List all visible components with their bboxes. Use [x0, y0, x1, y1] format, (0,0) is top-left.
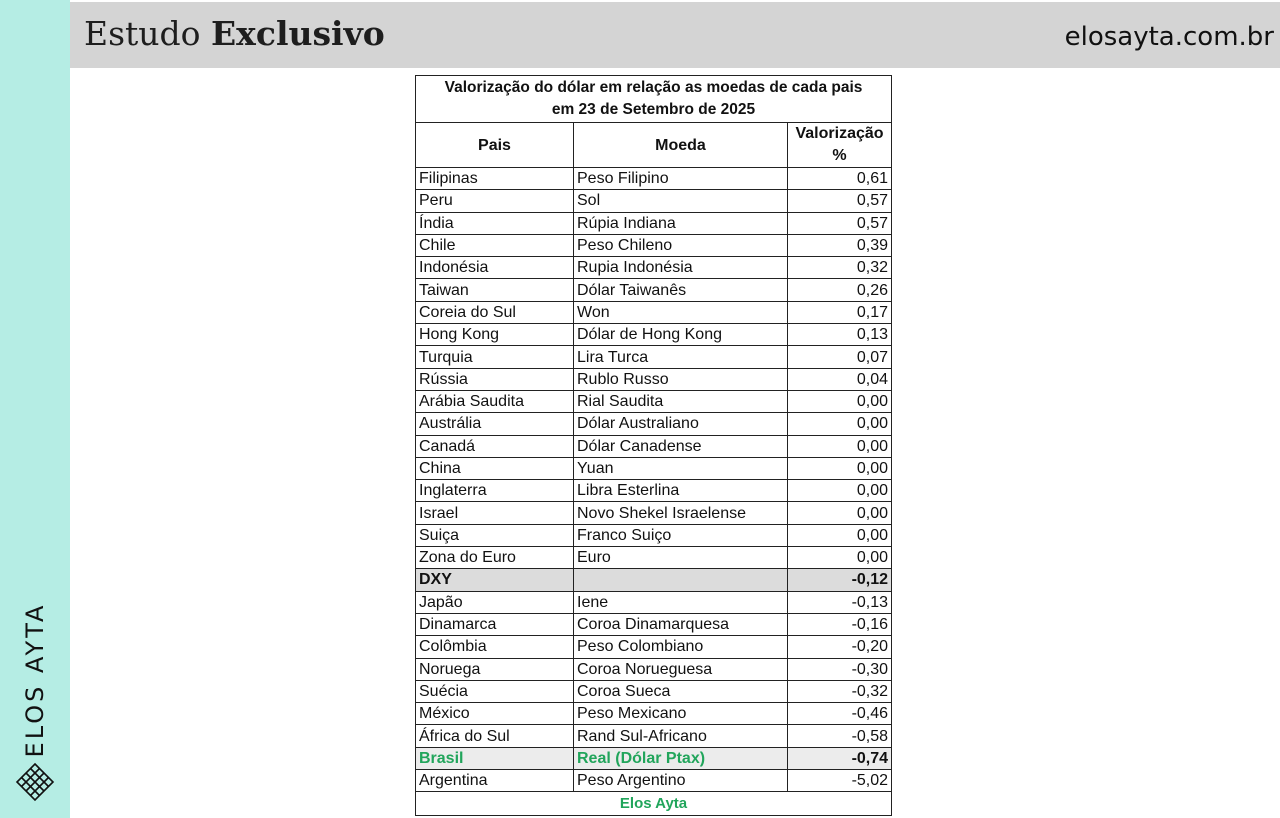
- value-cell: 0,07: [788, 346, 892, 368]
- value-cell: 0,00: [788, 457, 892, 479]
- currency-cell: Dólar Canadense: [574, 435, 788, 457]
- country-cell: Argentina: [416, 770, 574, 792]
- table-row: [416, 346, 892, 368]
- column-header-value-line2: %: [832, 147, 847, 164]
- table-row: [416, 636, 892, 658]
- currency-cell: Peso Colombiano: [574, 636, 788, 658]
- table-row: [416, 413, 892, 435]
- country-cell: Dinamarca: [416, 613, 574, 635]
- currency-cell: Peso Chileno: [574, 234, 788, 256]
- table-row: [416, 725, 892, 747]
- table-row: [416, 257, 892, 279]
- country-cell: Noruega: [416, 658, 574, 680]
- country-cell: Canadá: [416, 435, 574, 457]
- country-cell: China: [416, 457, 574, 479]
- value-cell: -0,32: [788, 680, 892, 702]
- currency-cell: [574, 569, 788, 591]
- value-cell: 0,61: [788, 168, 892, 190]
- currency-cell: Sol: [574, 190, 788, 212]
- value-cell: 0,00: [788, 524, 892, 546]
- currency-cell: Coroa Sueca: [574, 680, 788, 702]
- column-header-country: Pais: [416, 123, 574, 168]
- currency-cell: Franco Suiço: [574, 524, 788, 546]
- value-cell: -0,12: [788, 569, 892, 591]
- country-cell: Taiwan: [416, 279, 574, 301]
- country-cell: Brasil: [416, 747, 574, 769]
- title-regular: Estudo: [84, 14, 212, 53]
- country-cell: Suécia: [416, 680, 574, 702]
- table-title-line2: em 23 de Setembro de 2025: [551, 101, 756, 118]
- page-title: [84, 14, 385, 53]
- currency-cell: Novo Shekel Israelense: [574, 502, 788, 524]
- currency-cell: Dólar Australiano: [574, 413, 788, 435]
- value-cell: 0,00: [788, 480, 892, 502]
- title-bold: Exclusivo: [211, 14, 385, 53]
- table-row: [416, 234, 892, 256]
- country-cell: DXY: [416, 569, 574, 591]
- currency-cell: Dólar Taiwanês: [574, 279, 788, 301]
- sidebar: [0, 0, 70, 818]
- country-cell: Inglaterra: [416, 480, 574, 502]
- table-row: [416, 324, 892, 346]
- country-cell: Chile: [416, 234, 574, 256]
- value-cell: 0,13: [788, 324, 892, 346]
- brand-name: ELOS AYTA: [21, 602, 49, 758]
- table-row: [416, 613, 892, 635]
- table-row: [416, 212, 892, 234]
- value-cell: 0,00: [788, 547, 892, 569]
- table-row: [416, 591, 892, 613]
- currency-cell: Libra Esterlina: [574, 480, 788, 502]
- country-cell: Coreia do Sul: [416, 301, 574, 323]
- country-cell: Indonésia: [416, 257, 574, 279]
- currency-cell: Rúpia Indiana: [574, 212, 788, 234]
- country-cell: Índia: [416, 212, 574, 234]
- header-bar: [70, 0, 1280, 68]
- currency-cell: Real (Dólar Ptax): [574, 747, 788, 769]
- value-cell: -0,20: [788, 636, 892, 658]
- table-title-line1: Valorização do dólar em relação as moedas de cada pais: [444, 79, 863, 96]
- table-footer: Elos Ayta: [416, 792, 892, 816]
- country-cell: Israel: [416, 502, 574, 524]
- table-footer-row: [416, 792, 892, 816]
- currency-cell: Coroa Norueguesa: [574, 658, 788, 680]
- column-header-currency: Moeda: [574, 123, 788, 168]
- value-cell: 0,26: [788, 279, 892, 301]
- country-cell: México: [416, 703, 574, 725]
- table-row: [416, 368, 892, 390]
- value-cell: 0,00: [788, 435, 892, 457]
- currency-cell: Rupia Indonésia: [574, 257, 788, 279]
- column-header-value: [788, 123, 892, 168]
- currency-cell: Iene: [574, 591, 788, 613]
- currency-cell: Rublo Russo: [574, 368, 788, 390]
- value-cell: -0,16: [788, 613, 892, 635]
- value-cell: -0,58: [788, 725, 892, 747]
- table-row: [416, 502, 892, 524]
- country-cell: Japão: [416, 591, 574, 613]
- currency-cell: Euro: [574, 547, 788, 569]
- value-cell: -0,46: [788, 703, 892, 725]
- table-row: [416, 435, 892, 457]
- currency-cell: Peso Mexicano: [574, 703, 788, 725]
- table-row: [416, 569, 892, 591]
- country-cell: Austrália: [416, 413, 574, 435]
- table-row: [416, 279, 892, 301]
- table-title: [416, 76, 892, 123]
- table-row: [416, 703, 892, 725]
- value-cell: -5,02: [788, 770, 892, 792]
- currency-cell: Rial Saudita: [574, 390, 788, 412]
- value-cell: 0,32: [788, 257, 892, 279]
- value-cell: 0,57: [788, 212, 892, 234]
- country-cell: Turquia: [416, 346, 574, 368]
- country-cell: Hong Kong: [416, 324, 574, 346]
- value-cell: -0,30: [788, 658, 892, 680]
- currency-cell: Yuan: [574, 457, 788, 479]
- value-cell: 0,57: [788, 190, 892, 212]
- currency-cell: Won: [574, 301, 788, 323]
- table-row: [416, 524, 892, 546]
- table-title-row: [416, 76, 892, 123]
- country-cell: Arábia Saudita: [416, 390, 574, 412]
- table-header-row: [416, 123, 892, 168]
- table-row: [416, 747, 892, 769]
- country-cell: África do Sul: [416, 725, 574, 747]
- table-row: [416, 770, 892, 792]
- country-cell: Filipinas: [416, 168, 574, 190]
- value-cell: 0,00: [788, 413, 892, 435]
- value-cell: 0,00: [788, 390, 892, 412]
- column-header-value-line1: Valorização: [795, 125, 884, 142]
- site-url: elosayta.com.br: [1064, 22, 1274, 52]
- currency-cell: Peso Filipino: [574, 168, 788, 190]
- table-row: [416, 168, 892, 190]
- value-cell: 0,04: [788, 368, 892, 390]
- value-cell: 0,17: [788, 301, 892, 323]
- table-row: [416, 658, 892, 680]
- table-row: [416, 457, 892, 479]
- value-cell: -0,74: [788, 747, 892, 769]
- value-cell: 0,00: [788, 502, 892, 524]
- table-row: [416, 190, 892, 212]
- country-cell: Peru: [416, 190, 574, 212]
- currency-cell: Coroa Dinamarquesa: [574, 613, 788, 635]
- table-row: [416, 390, 892, 412]
- value-cell: 0,39: [788, 234, 892, 256]
- country-cell: Zona do Euro: [416, 547, 574, 569]
- table-row: [416, 301, 892, 323]
- currency-cell: Peso Argentino: [574, 770, 788, 792]
- value-cell: -0,13: [788, 591, 892, 613]
- table-row: [416, 680, 892, 702]
- country-cell: Suiça: [416, 524, 574, 546]
- country-cell: Rússia: [416, 368, 574, 390]
- country-cell: Colômbia: [416, 636, 574, 658]
- lattice-diamond-icon: [15, 762, 55, 802]
- currency-cell: Lira Turca: [574, 346, 788, 368]
- currency-cell: Dólar de Hong Kong: [574, 324, 788, 346]
- table-row: [416, 547, 892, 569]
- table-row: [416, 480, 892, 502]
- currency-table: [415, 75, 892, 816]
- currency-cell: Rand Sul-Africano: [574, 725, 788, 747]
